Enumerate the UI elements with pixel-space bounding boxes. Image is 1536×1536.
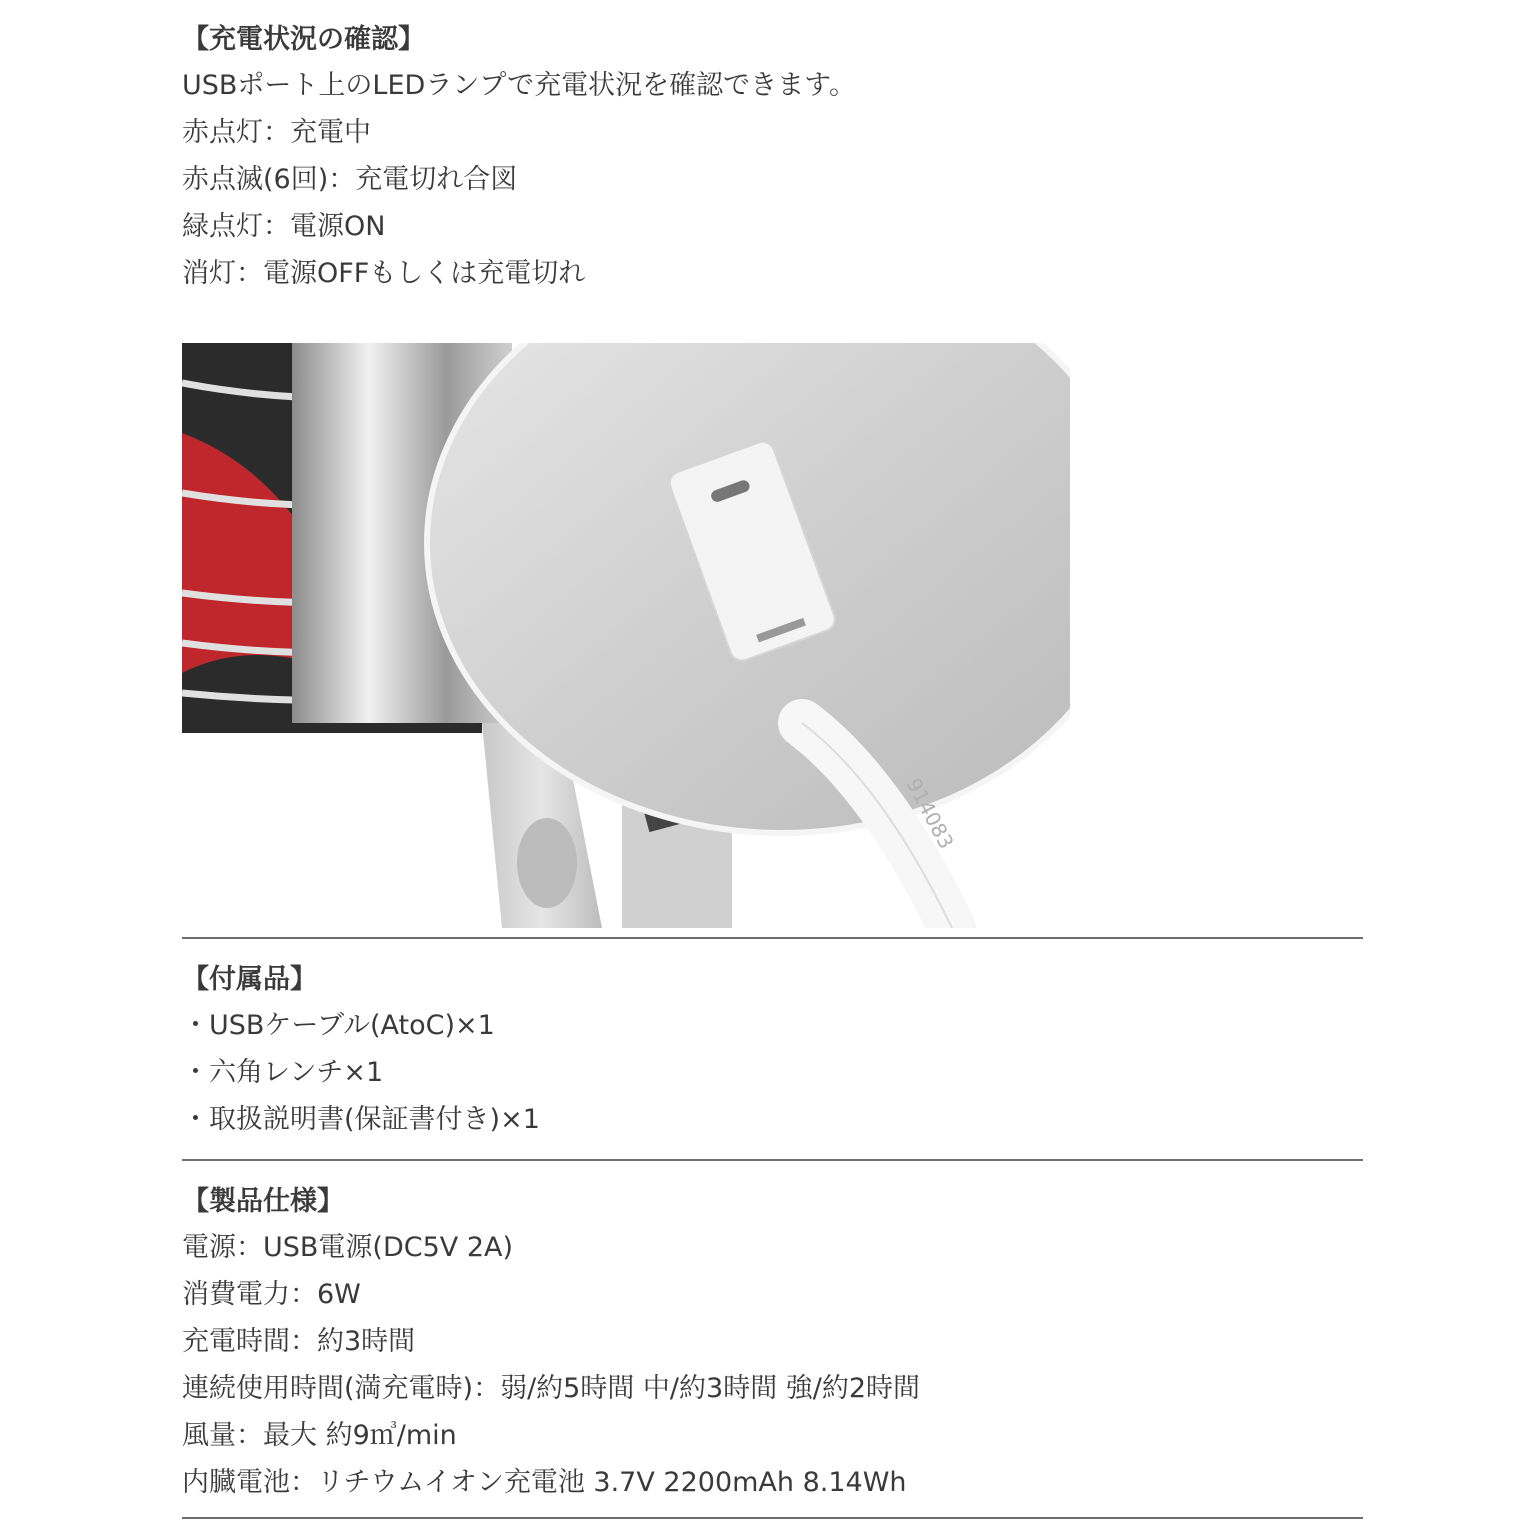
- spec-item: 連続使用時間(満充電時)：弱/約5時間 中/約3時間 強/約2時間: [182, 1373, 921, 1404]
- specs-heading: 【製品仕様】: [182, 1186, 344, 1217]
- divider: [182, 1159, 1363, 1161]
- charging-line: USBポート上のLEDランプで充電状況を確認できます。: [182, 70, 856, 101]
- spec-item: 消費電力：6W: [182, 1279, 361, 1310]
- accessories-heading: 【付属品】: [182, 964, 317, 995]
- divider: [182, 937, 1363, 939]
- charging-line: 消灯：電源OFFもしくは充電切れ: [182, 258, 586, 289]
- cable-print-text: 914083: [901, 774, 959, 853]
- spec-item: 電源：USB電源(DC5V 2A): [182, 1232, 514, 1263]
- spec-item: 充電時間：約3時間: [182, 1326, 416, 1357]
- accessory-item: ・六角レンチ×1: [182, 1057, 384, 1088]
- charging-line: 赤点灯：充電中: [182, 117, 371, 148]
- charging-status-heading: 【充電状況の確認】: [182, 24, 425, 55]
- specs-section: [182, 1180, 1362, 1506]
- spec-item: 風量：最大 約9㎥/min: [182, 1420, 457, 1451]
- accessories-section: [182, 958, 1362, 1143]
- charging-status-section: [182, 18, 1362, 297]
- product-photo: [182, 343, 1070, 928]
- charging-line: 緑点灯：電源ON: [182, 211, 386, 242]
- charging-line: 赤点滅(6回)：充電切れ合図: [182, 164, 518, 195]
- divider: [182, 1517, 1363, 1519]
- spec-item: 内臓電池：リチウムイオン充電池 3.7V 2200mAh 8.14Wh: [182, 1467, 907, 1498]
- accessory-item: ・取扱説明書(保証書付き)×1: [182, 1104, 540, 1135]
- accessory-item: ・USBケーブル(AtoC)×1: [182, 1010, 495, 1041]
